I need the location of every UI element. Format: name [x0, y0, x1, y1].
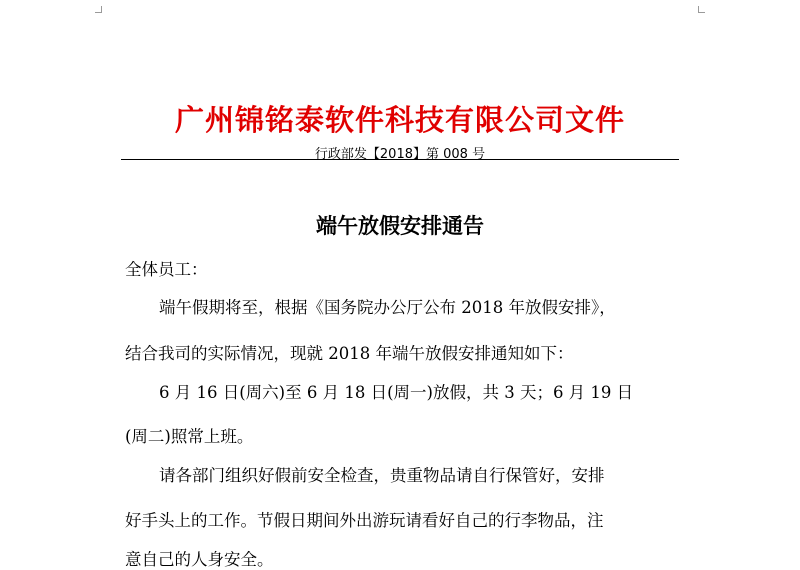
company-document-title: 广州锦铭泰软件科技有限公司文件 [174, 103, 625, 137]
paragraph-line: 意自己的人身安全。 [125, 550, 274, 569]
salutation: 全体员工： [125, 260, 208, 279]
header-divider [121, 159, 679, 160]
paragraph-line: 6 月 16 日(周六)至 6 月 18 日(周一)放假，共 3 天；6 月 19 日 [159, 383, 634, 402]
page-corner-mark-right [698, 6, 705, 13]
paragraph-line: 好手头上的工作。节假日期间外出游玩请看好自己的行李物品，注 [125, 511, 604, 530]
notice-title: 端午放假安排通告 [316, 213, 484, 238]
page-corner-mark-left [95, 6, 102, 13]
paragraph-line: 端午假期将至，根据《国务院办公厅公布 2018 年放假安排》， [159, 298, 616, 317]
paragraph-line: 结合我司的实际情况，现就 2018 年端午放假安排通知如下： [125, 344, 574, 363]
paragraph-line: 请各部门组织好假前安全检查，贵重物品请自行保管好，安排 [159, 466, 605, 485]
paragraph-line: (周二)照常上班。 [125, 427, 254, 446]
document-number: 行政部发【2018】第 008 号 [314, 147, 486, 162]
